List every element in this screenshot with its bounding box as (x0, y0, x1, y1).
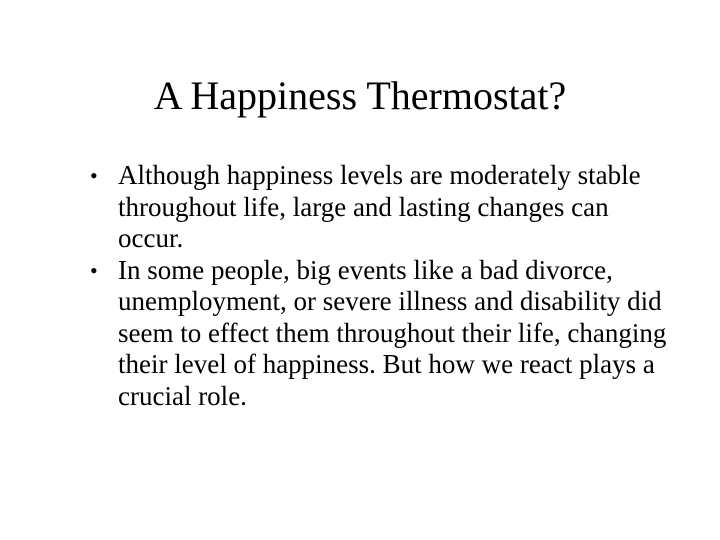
bullet-item (90, 160, 670, 255)
bullet-item (90, 255, 670, 413)
slide-title: A Happiness Thermostat? (153, 73, 567, 118)
bullet-icon: • (90, 257, 98, 283)
bullet-text: In some people, big events like a bad divorce, unemployment, or severe illness and disability did seem to effect them throughout their life, changing their level of happiness. But how we react plays a crucial role. (118, 254, 667, 411)
bullet-text: Although happiness levels are moderately stable throughout life, large and lasting changes can occur. (118, 160, 641, 253)
bullet-list (90, 160, 670, 412)
bullet-icon: • (90, 163, 98, 188)
